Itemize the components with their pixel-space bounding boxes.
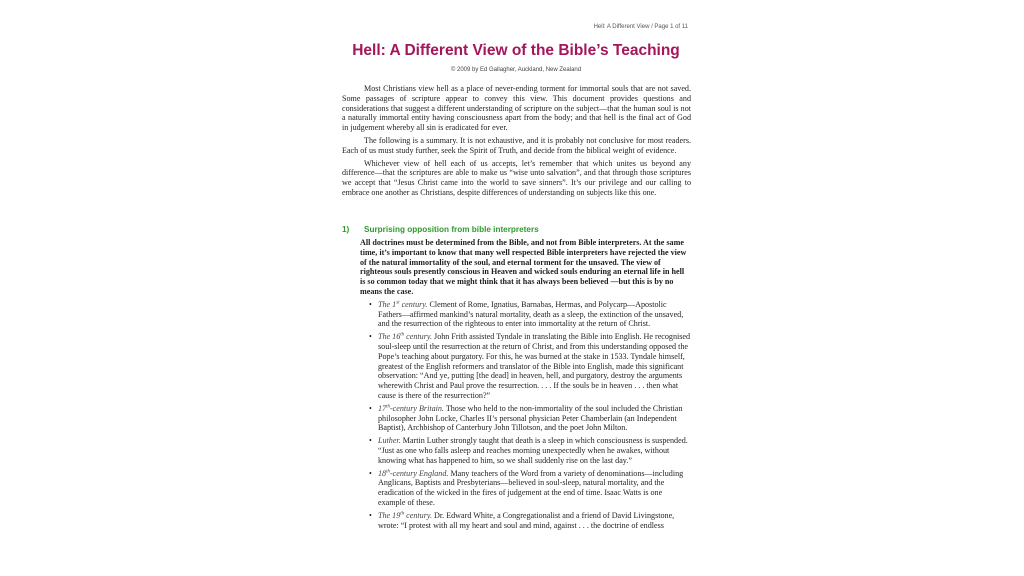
list-item xyxy=(369,299,691,329)
item-text: Those who held to the non-immortality of the soul included the Christian philosopher John Locke, Charles II’s personal physician Peter Chamberlain (an Independent Baptist), Archbishop of Canterbury John Tillotson, and the poet John Milton. xyxy=(378,403,683,433)
list-item xyxy=(369,403,691,433)
copyright-line: © 2009 by Ed Gallagher, Auckland, New Zealand xyxy=(450,67,582,73)
item-text: Many teachers of the Word from a variety of denominations—including Anglicans, Baptists and Presbyterians—believed in soul-sleep, natural mortality, and the eradication of the wicked in the fires of judgement at the end of time. Isaac Watts is one example of these. xyxy=(378,468,684,507)
intro-paragraph-2: The following is a summary. It is not exhaustive, and it is probably not conclusive for most readers. Each of us must study further, seek the Spirit of Truth, and decide from the biblical weight of evidence. xyxy=(342,135,691,155)
bullet-icon: • xyxy=(369,510,372,520)
bullet-icon: • xyxy=(369,403,372,413)
list-item xyxy=(369,510,691,531)
item-text: Martin Luther strongly taught that death is a sleep in which consciousness is suspended. “Just as one who falls asleep and reaches morning unexpectedly when he awakes, without knowing what has happened to him, so we shall suddenly rise on the last day.” xyxy=(378,436,688,465)
list-item xyxy=(369,436,691,465)
century-list xyxy=(360,300,691,531)
list-item xyxy=(369,468,691,508)
document-title: Hell: A Different View of the Bible’s Teaching xyxy=(352,42,680,59)
item-text: Dr. Edward White, a Congregationalist and a friend of David Livingstone, wrote: “I protest with all my heart and soul and mind, against . . . the doctrine of endless xyxy=(378,510,675,530)
intro-text xyxy=(342,84,691,201)
section-number: 1) xyxy=(342,225,350,234)
running-header: Hell: A Different View / Page 1 of 11 xyxy=(593,24,688,30)
item-label: The 19th century. xyxy=(378,510,433,520)
section-title: Surprising opposition from bible interpreters xyxy=(364,225,539,234)
bullet-icon: • xyxy=(369,468,372,478)
item-text: Clement of Rome, Ignatius, Barnabas, Hermas, and Polycarp—Apostolic Fathers—affirmed mankind’s natural mortality, death as a sleep, the extinction of the unsaved, and the resurrection of the righteous to enter into immortality at the return of Christ. xyxy=(378,299,684,329)
item-label: The 16th century. xyxy=(378,332,433,342)
bullet-icon: • xyxy=(369,436,372,446)
list-item xyxy=(369,332,691,401)
intro-paragraph-3: Whichever view of hell each of us accepts, let’s remember that which unites us beyond any difference—that the scriptures are able to make us “wise unto salvation”, and that through those scriptures we accept that “Jesus Christ came into the world to save sinners”. It’s our privilege and our calling to embrace one another as Christians, despite differences of understanding on subjects like this one. xyxy=(342,158,691,197)
item-label: 17th-century Britain. xyxy=(378,403,444,413)
item-text: John Frith assisted Tyndale in translating the Bible into English. He recognised soul-sleep until the resurrection at the return of Christ, and from this understanding opposed the Pope’s teaching about purgatory. For this, he was burned at the stake in 1533. Tyndale himself, greatest of the English reformers and translator of the Bible into English, made this significant observation: “And ye, putting [the dead] in heaven, hell, and purgatory, destroy the arguments wherewith Christ and Paul prove the resurrection. . . . If the souls be in heaven . . . then what cause is there of the resurrection?” xyxy=(378,332,691,400)
item-label: 18th-century England. xyxy=(378,468,449,478)
section-lead-paragraph: All doctrines must be determined from the Bible, and not from Bible interpreters. At the same time, it’s important to know that many well respected Bible interpreters have rejected the view of the natural immortality of the soul, and eternal torment for the unsaved. The view of righteous souls presently conscious in Heaven and wicked souls enduring an eternal life in hell is so common today that we might think that it has always been believed —but this is by no means the case. xyxy=(360,238,687,296)
bullet-icon: • xyxy=(369,332,372,342)
item-label: Luther. xyxy=(378,436,401,446)
section-body xyxy=(360,238,691,533)
section-heading xyxy=(342,225,539,234)
intro-paragraph-1: Most Christians view hell as a place of never-ending torment for immortal souls that are not saved. Some passages of scripture appear to convey this view. This document provides questions and considerations that suggest a different understanding of scripture on the subject—that the human soul is not a naturally immortal entity having consciousness apart from the body; and that hell is the final act of God in judgement whereby all sin is eradicated for ever. xyxy=(342,84,691,133)
bullet-icon: • xyxy=(369,299,372,309)
item-label: The 1st century. xyxy=(378,299,428,309)
